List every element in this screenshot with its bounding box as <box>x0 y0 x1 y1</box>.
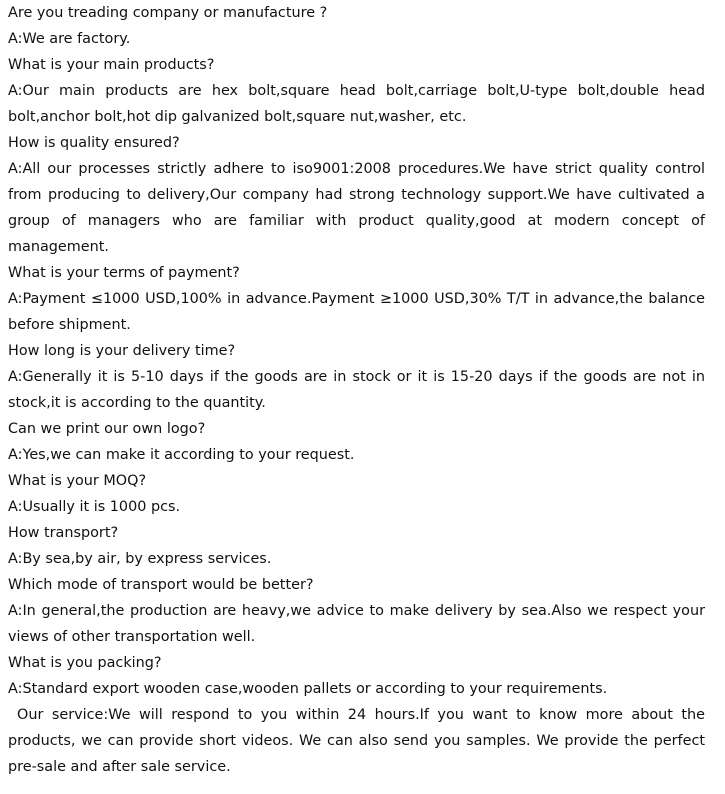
answer-6: A:Yes,we can make it according to your request. <box>8 447 355 463</box>
service-paragraph: Our service:We will respond to you within 24 hours.If you want to know more about the products, we can provide short videos. We can also send you samples. We provide the perfect pre-sale and after sale service. <box>8 707 705 775</box>
answer-4: A:Payment ≤1000 USD,100% in advance.Payment ≥1000 USD,30% T/T in advance,the balance before shipment. <box>8 291 705 333</box>
question-6: Can we print our own logo? <box>8 421 206 437</box>
answer-2: A:Our main products are hex bolt,square head bolt,carriage bolt,U-type bolt,double head bolt,anchor bolt,hot dip galvanized bolt,square nut,washer, etc. <box>8 83 705 125</box>
answer-8: A:By sea,by air, by express services. <box>8 551 272 567</box>
answer-7: A:Usually it is 1000 pcs. <box>8 499 181 515</box>
question-3: How is quality ensured? <box>8 135 180 151</box>
question-9: Which mode of transport would be better? <box>8 577 314 593</box>
question-8: How transport? <box>8 525 119 541</box>
answer-10: A:Standard export wooden case,wooden pallets or according to your requirements. <box>8 681 608 697</box>
question-5: How long is your delivery time? <box>8 343 236 359</box>
answer-3: A:All our processes strictly adhere to iso9001:2008 procedures.We have strict quality control from producing to delivery,Our company had strong technology support.We have cultivated a group of managers who are familiar with product quality,good at modern concept of management. <box>8 161 705 255</box>
question-7: What is your MOQ? <box>8 473 147 489</box>
question-10: What is you packing? <box>8 655 162 671</box>
answer-5: A:Generally it is 5-10 days if the goods are in stock or it is 15-20 days if the goods are not in stock,it is according to the quantity. <box>8 369 705 411</box>
question-4: What is your terms of payment? <box>8 265 240 281</box>
faq-document <box>8 0 705 780</box>
question-2: What is your main products? <box>8 57 215 73</box>
question-1: Are you treading company or manufacture ? <box>8 5 328 21</box>
answer-9: A:In general,the production are heavy,we advice to make delivery by sea.Also we respect your views of other transportation well. <box>8 603 705 645</box>
answer-1: A:We are factory. <box>8 31 131 47</box>
